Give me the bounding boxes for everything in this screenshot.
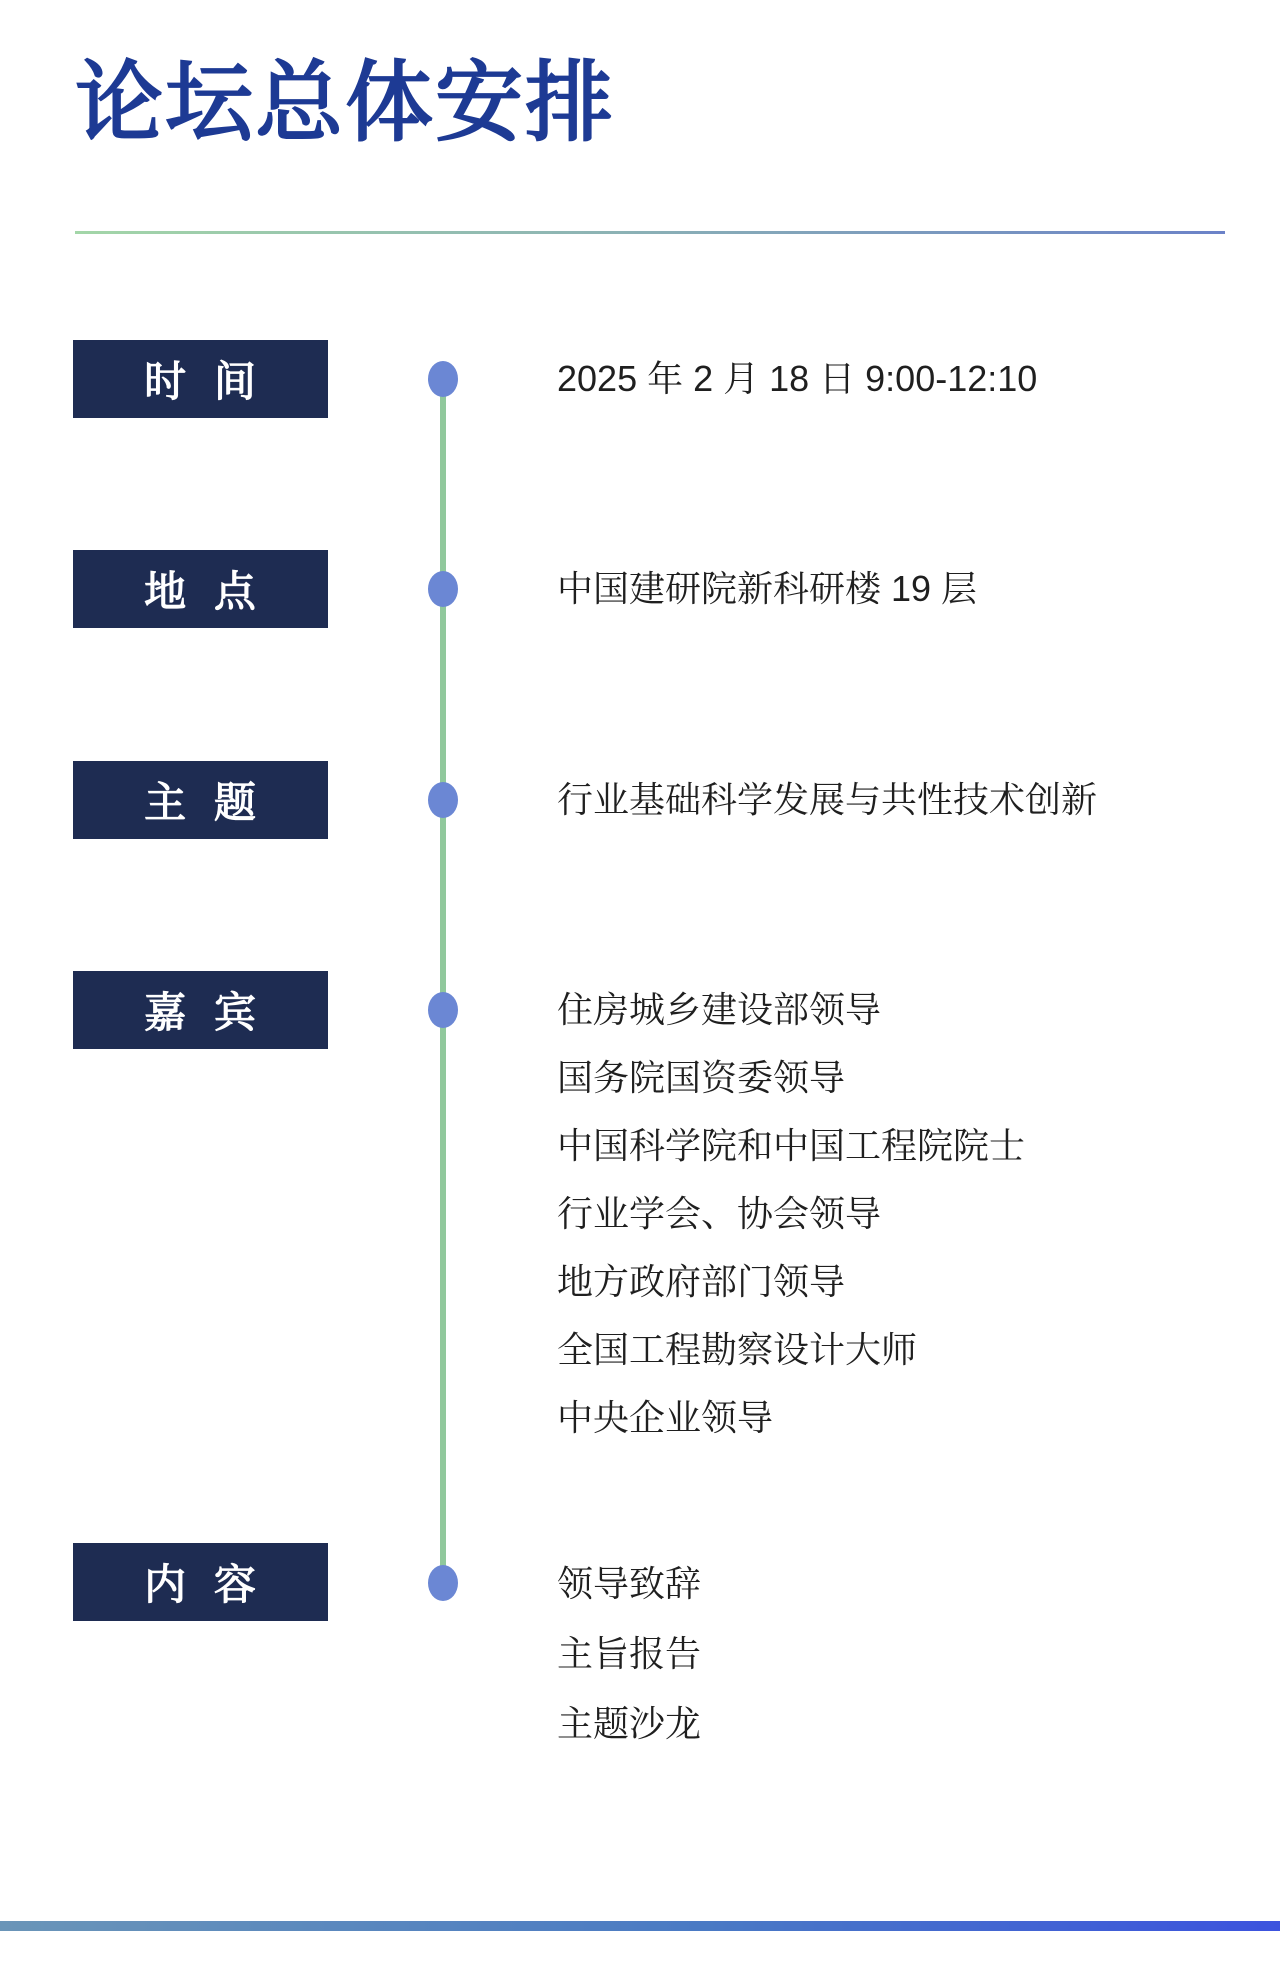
label-location-text: 地 点: [144, 568, 257, 615]
theme-line: 行业基础科学发展与共性技术创新: [557, 779, 1098, 820]
content-line: 领导致辞: [557, 1563, 702, 1604]
timeline-dot: [428, 571, 458, 607]
guests-list: [557, 976, 1025, 1452]
label-guests-text: 嘉 宾: [144, 989, 257, 1036]
timeline-dot: [428, 1565, 458, 1601]
timeline-vertical-line: [440, 378, 446, 1583]
label-theme-text: 主 题: [144, 779, 257, 826]
timeline-dot: [428, 992, 458, 1028]
time-value: [557, 345, 1037, 412]
label-box-content: [73, 1543, 328, 1621]
location-line: 中国建研院新科研楼 19 层: [557, 568, 978, 609]
time-line: 2025 年 2 月 18 日 9:00-12:10: [557, 358, 1038, 399]
label-box-guests: [73, 971, 328, 1049]
guest-line: 行业学会、协会领导: [557, 1193, 882, 1234]
title-divider-line: [75, 231, 1225, 234]
page-title: 论坛总体安排: [75, 50, 616, 154]
location-value: [557, 555, 977, 622]
label-time-text: 时 间: [144, 358, 257, 405]
guest-line: 全国工程勘察设计大师: [557, 1329, 918, 1370]
label-box-time: [73, 340, 328, 418]
label-box-theme: [73, 761, 328, 839]
footer-accent-bar: [0, 1921, 1280, 1931]
guest-line: 住房城乡建设部领导: [557, 989, 882, 1030]
label-content-text: 内 容: [144, 1561, 257, 1608]
theme-value: [557, 766, 1097, 833]
content-list: [557, 1549, 701, 1759]
label-box-location: [73, 550, 328, 628]
guest-line: 国务院国资委领导: [557, 1057, 846, 1098]
guest-line: 地方政府部门领导: [557, 1261, 846, 1302]
guest-line: 中央企业领导: [557, 1397, 774, 1438]
guest-line: 中国科学院和中国工程院院士: [557, 1125, 1026, 1166]
content-line: 主旨报告: [557, 1633, 702, 1674]
timeline-dot: [428, 361, 458, 397]
content-line: 主题沙龙: [557, 1703, 702, 1744]
timeline-dot: [428, 782, 458, 818]
